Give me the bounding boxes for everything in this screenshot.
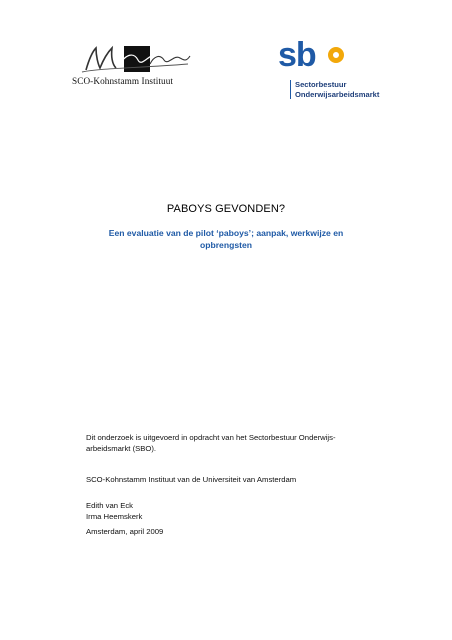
sco-institute-name: SCO-Kohnstamm Instituut	[72, 76, 174, 86]
sbo-logo	[278, 36, 398, 108]
document-subtitle: Een evaluatie van de pilot ‘paboys’; aanpak, werkwijze en opbrengsten	[108, 228, 344, 250]
sbo-subtitle	[290, 80, 379, 99]
sbo-subtitle-line1: Sectorbestuur	[295, 80, 347, 89]
sbo-wordmark	[278, 36, 348, 74]
sbo-o-ring-icon	[328, 47, 344, 63]
sco-kohnstamm-logo	[72, 42, 196, 90]
authors	[86, 500, 376, 522]
author-name: Irma Heemskerk	[86, 512, 143, 521]
sbo-wordmark-text: sb	[278, 36, 316, 74]
author-name: Edith van Eck	[86, 501, 134, 510]
sco-signature-logo-icon	[80, 42, 192, 78]
commission-statement: Dit onderzoek is uitgevoerd in opdracht van het Sectorbestuur Onderwijs-arbeidsmarkt (SBO).	[86, 433, 336, 453]
institute-line: SCO-Kohnstamm Instituut van de Universiteit van Amsterdam	[86, 475, 297, 484]
place-date: Amsterdam, april 2009	[86, 527, 164, 536]
sbo-subtitle-line2: Onderwijsarbeidsmarkt	[295, 89, 380, 99]
document-title: PABOYS GEVONDEN?	[166, 203, 286, 215]
